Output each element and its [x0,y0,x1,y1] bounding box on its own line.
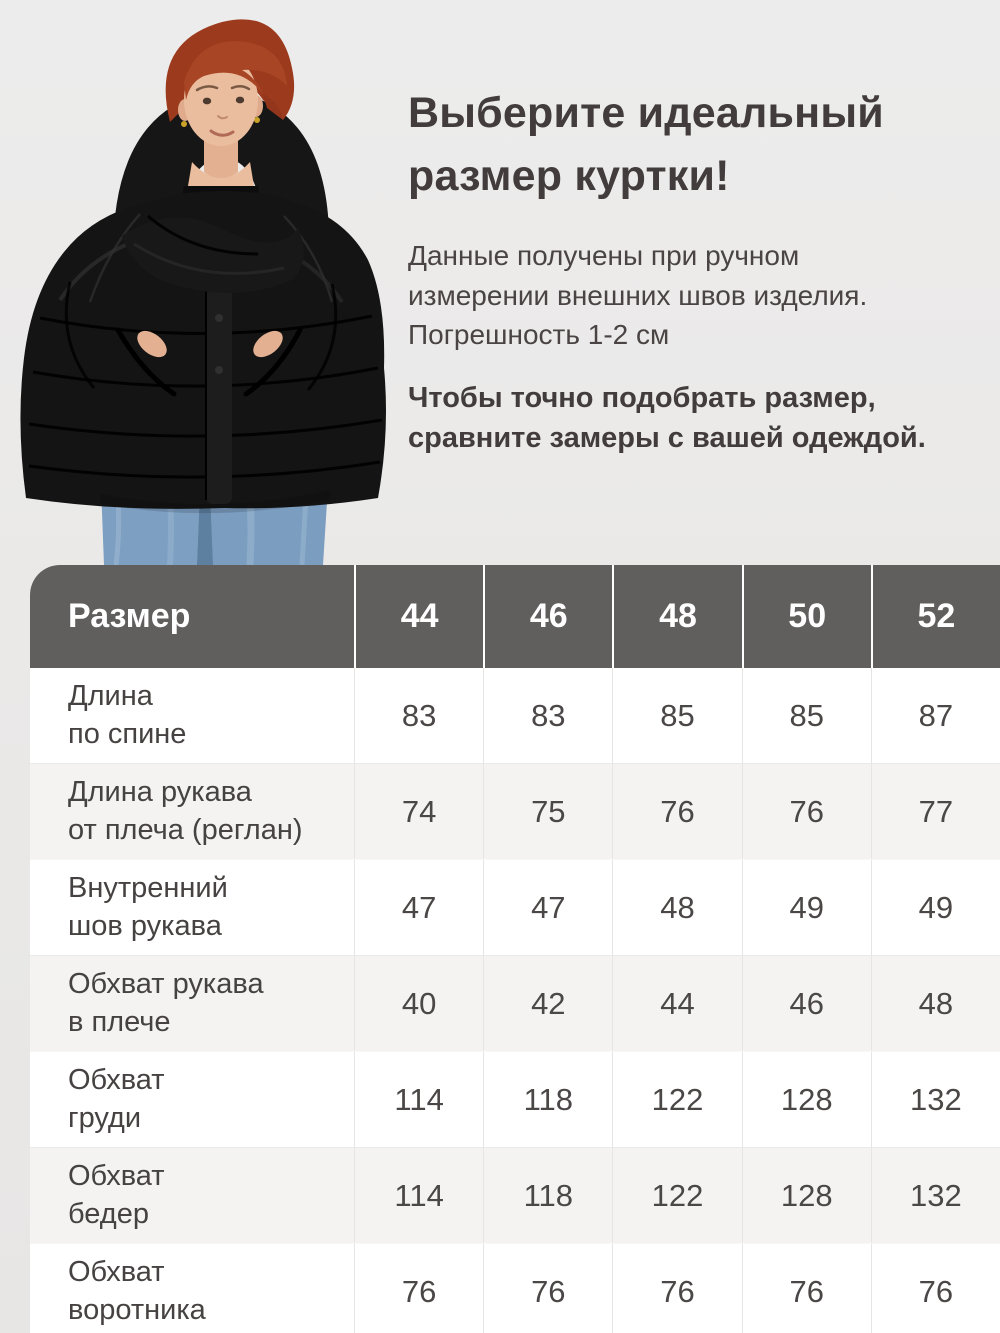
size-advice-note-line1: Чтобы точно подобрать размер, [408,381,876,414]
table-row [30,859,1000,955]
measurement-description-line2: измерении внешних швов изделия. [408,279,868,311]
size-value-cell: 49 [742,860,871,955]
size-value-cell: 128 [742,1148,871,1243]
row-label-line1: Обхват [68,1255,165,1288]
size-value-cell: 76 [742,764,871,859]
row-label-line2: груди [68,1101,142,1134]
size-value-cell: 132 [871,1052,1000,1147]
model-photo [0,0,400,565]
row-label-line2: от плеча (реглан) [68,813,303,846]
size-column-46: 46 [483,565,612,668]
size-value-cell: 47 [483,860,612,955]
size-column-52: 52 [871,565,1000,668]
size-column-50: 50 [742,565,871,668]
size-advice-note-line2: сравните замеры с вашей одеждой. [408,421,926,454]
row-label [30,860,354,955]
size-value-cell: 83 [483,668,612,763]
size-value-cell: 76 [612,764,741,859]
row-label-line2: шов рукава [68,909,222,942]
size-value-cell: 118 [483,1148,612,1243]
size-value-cell: 76 [483,1244,612,1333]
row-label-line2: по спине [68,717,187,750]
size-value-cell: 77 [871,764,1000,859]
measurement-description-line3: Погрешность 1-2 см [408,318,670,350]
size-value-cell: 74 [354,764,483,859]
page-title [408,82,983,208]
size-column-44: 44 [354,565,483,668]
row-label [30,956,354,1051]
row-label-line1: Длина рукава [68,775,252,808]
size-table-header [30,565,1000,668]
row-label-line1: Длина [68,679,153,712]
size-value-cell: 40 [354,956,483,1051]
row-label-line2: бедер [68,1197,149,1230]
row-label [30,668,354,763]
row-label-line1: Обхват [68,1159,165,1192]
row-label [30,1148,354,1243]
size-column-48: 48 [612,565,741,668]
size-value-cell: 49 [871,860,1000,955]
row-label-line1: Обхват рукава [68,967,264,1000]
size-value-cell: 118 [483,1052,612,1147]
row-label [30,764,354,859]
size-value-cell: 122 [612,1052,741,1147]
size-table-body [30,668,1000,1333]
table-row [30,1051,1000,1147]
row-label [30,1244,354,1333]
row-label-line2: в плече [68,1005,171,1038]
size-value-cell: 128 [742,1052,871,1147]
size-value-cell: 76 [742,1244,871,1333]
size-value-cell: 132 [871,1148,1000,1243]
size-value-cell: 114 [354,1148,483,1243]
page-title-line1: Выберите идеальный [408,89,884,137]
measurement-description [408,236,983,354]
size-value-cell: 122 [612,1148,741,1243]
table-row [30,1147,1000,1243]
hero-text-block [408,82,983,458]
table-row [30,955,1000,1051]
table-row [30,1243,1000,1333]
table-row [30,763,1000,859]
size-value-cell: 85 [742,668,871,763]
size-value-cell: 47 [354,860,483,955]
size-value-cell: 76 [612,1244,741,1333]
row-label-line1: Внутренний [68,871,228,904]
size-value-cell: 85 [612,668,741,763]
size-value-cell: 48 [612,860,741,955]
size-value-cell: 76 [354,1244,483,1333]
size-table [30,565,1000,1333]
size-value-cell: 46 [742,956,871,1051]
row-label-line2: воротника [68,1293,206,1326]
row-label [30,1052,354,1147]
size-value-cell: 48 [871,956,1000,1051]
table-row [30,668,1000,763]
size-value-cell: 42 [483,956,612,1051]
page-title-line2: размер куртки! [408,152,730,201]
size-value-cell: 87 [871,668,1000,763]
size-value-cell: 83 [354,668,483,763]
size-table-header-label: Размер [68,597,191,635]
size-value-cell: 75 [483,764,612,859]
size-advice-note [408,378,983,458]
row-label-line1: Обхват [68,1063,165,1096]
measurement-description-line1: Данные получены при ручном [408,240,800,272]
size-value-cell: 44 [612,956,741,1051]
size-value-cell: 76 [871,1244,1000,1333]
size-value-cell: 114 [354,1052,483,1147]
